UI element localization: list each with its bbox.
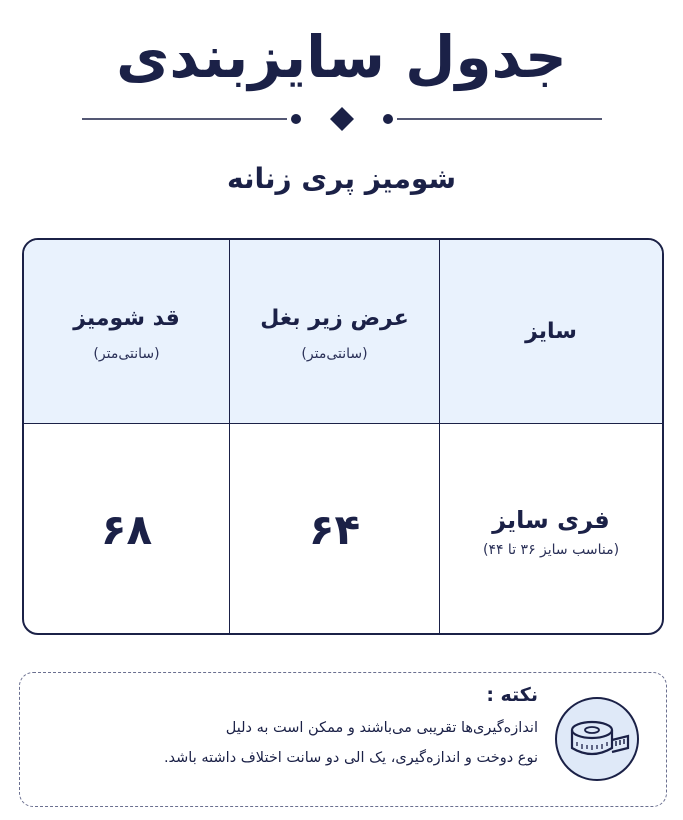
cell-length: [24, 424, 230, 635]
measuring-tape-icon: [554, 696, 640, 782]
size-table: [22, 238, 664, 635]
cell-underarm-width: [230, 424, 440, 635]
note-line-2: نوع دوخت و اندازه‌گیری، یک الی دو سانت اختلاف داشته باشد.: [163, 750, 538, 766]
header-size: [440, 240, 662, 423]
header-length-unit: (سانتی‌متر): [93, 345, 160, 362]
title-divider: [82, 106, 602, 132]
header-underarm-width: [230, 240, 440, 423]
cell-size: [440, 424, 662, 635]
product-subtitle: شومیز پری زنانه: [226, 162, 456, 195]
table-header-row: [24, 240, 662, 424]
note-box: [19, 672, 667, 807]
note-text: [68, 713, 538, 773]
header-size-label: سایز: [525, 318, 577, 344]
length-value: ۶۸: [100, 504, 153, 554]
size-note: (مناسب سایز ۳۶ تا ۴۴): [482, 541, 620, 558]
underarm-width-value: ۶۴: [308, 504, 361, 554]
header-length-label: قد شومیز: [73, 305, 180, 331]
header-length: [24, 240, 230, 423]
header-underarm-unit: (سانتی‌متر): [301, 345, 368, 362]
note-line-1: اندازه‌گیری‌ها تقریبی می‌باشند و ممکن است به دلیل: [225, 720, 538, 736]
page-title: جدول سایزبندی: [116, 23, 567, 91]
header-underarm-label: عرض زیر بغل: [260, 305, 409, 331]
size-name: فری سایز: [492, 505, 610, 534]
table-row: [24, 424, 662, 635]
note-title: نکته :: [486, 684, 538, 706]
